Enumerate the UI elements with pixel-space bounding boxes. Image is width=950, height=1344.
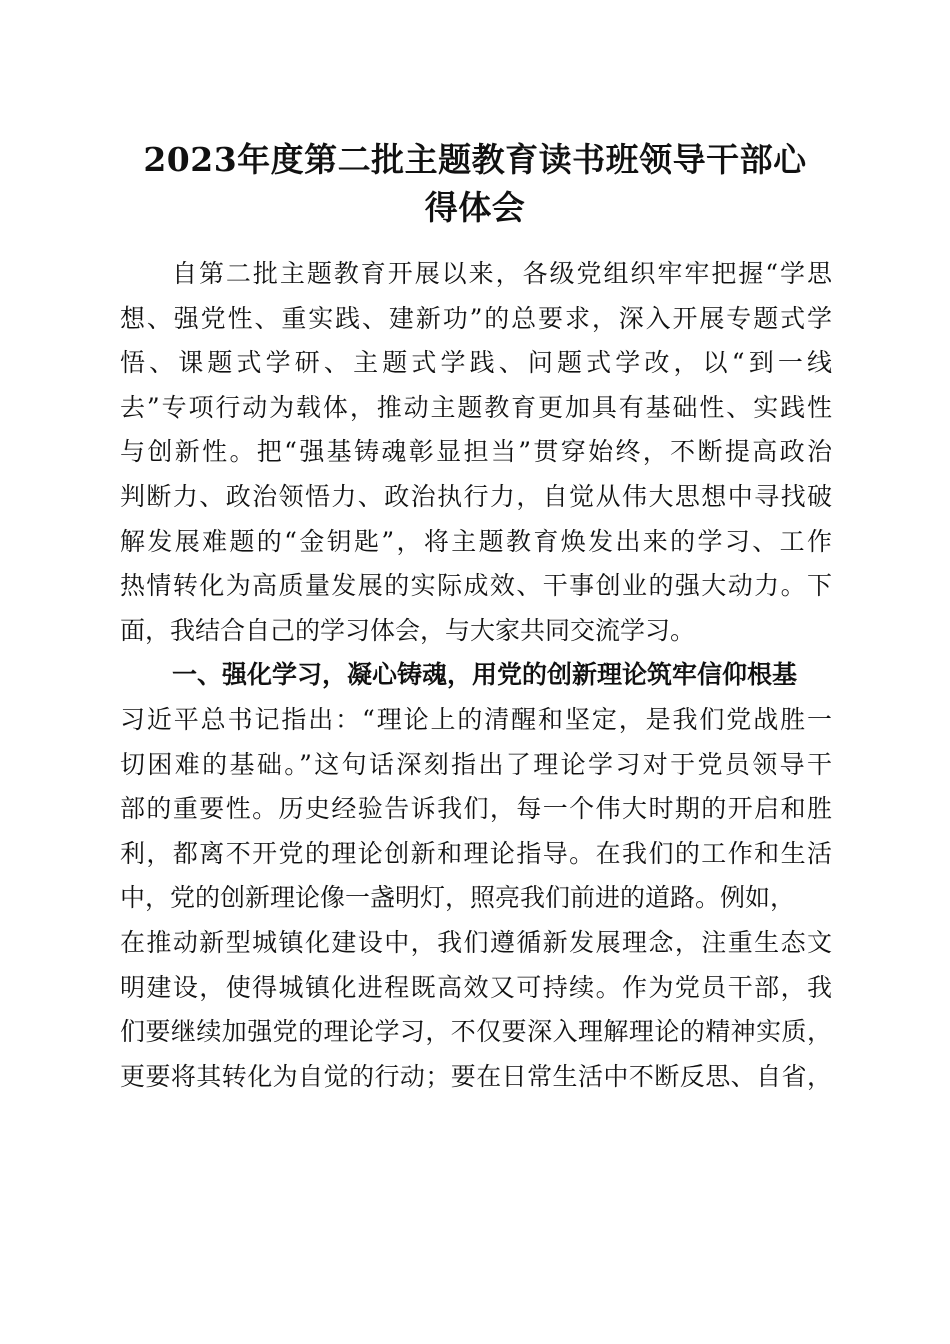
paragraph-line: 判断力、政治领悟力、政治执行力，自觉从伟大思想中寻找破 (120, 481, 832, 511)
section-heading-1: 一、强化学习，凝心铸魂，用党的创新理论筑牢信仰根基 (172, 660, 798, 690)
paragraph-line: 热情转化为高质量发展的实际成效、干事创业的强大动力。下 (120, 571, 832, 601)
paragraph-line: 解发展难题的“金钥匙”，将主题教育焕发出来的学习、工作 (120, 526, 832, 556)
paragraph-line: 去”专项行动为载体，推动主题教育更加具有基础性、实践性 (120, 392, 832, 422)
document-title (120, 136, 830, 232)
paragraph-line: 在推动新型城镇化建设中，我们遵循新发展理念，注重生态文 (120, 927, 832, 957)
paragraph-line: 与创新性。把“强基铸魂彰显担当”贯穿始终，不断提高政治 (120, 437, 832, 467)
paragraph-line: 面，我结合自己的学习体会，与大家共同交流学习。 (120, 615, 696, 645)
paragraph-line: 习近平总书记指出：“理论上的清醒和坚定，是我们党战胜一 (120, 704, 832, 734)
paragraph-line: 中，党的创新理论像一盏明灯，照亮我们前进的道路。例如， (120, 883, 796, 913)
title-line-2: 得体会 (424, 188, 526, 227)
paragraph-line: 更要将其转化为自觉的行动；要在日常生活中不断反思、自省， (120, 1061, 832, 1091)
paragraph-line: 想、强党性、重实践、建新功”的总要求，深入开展专题式学 (120, 303, 832, 333)
paragraph-line: 利，都离不开党的理论创新和理论指导。在我们的工作和生活 (120, 838, 832, 868)
paragraph-line: 自第二批主题教育开展以来，各级党组织牢牢把握“学思 (172, 259, 832, 288)
paragraph-line: 部的重要性。历史经验告诉我们，每一个伟大时期的开启和胜 (120, 794, 832, 824)
document-body (120, 252, 832, 1099)
paragraph-line: 们要继续加强党的理论学习，不仅要深入理解理论的精神实质， (120, 1017, 832, 1047)
paragraph-line: 切困难的基础。”这句话深刻指出了理论学习对于党员领导干 (120, 749, 832, 779)
paragraph-line: 明建设，使得城镇化进程既高效又可持续。作为党员干部，我 (120, 972, 832, 1002)
paragraph-line: 悟、课题式学研、主题式学践、问题式学改，以“到一线 (120, 348, 832, 378)
title-line-1: 2023年度第二批主题教育读书班领导干部心 (143, 140, 807, 179)
